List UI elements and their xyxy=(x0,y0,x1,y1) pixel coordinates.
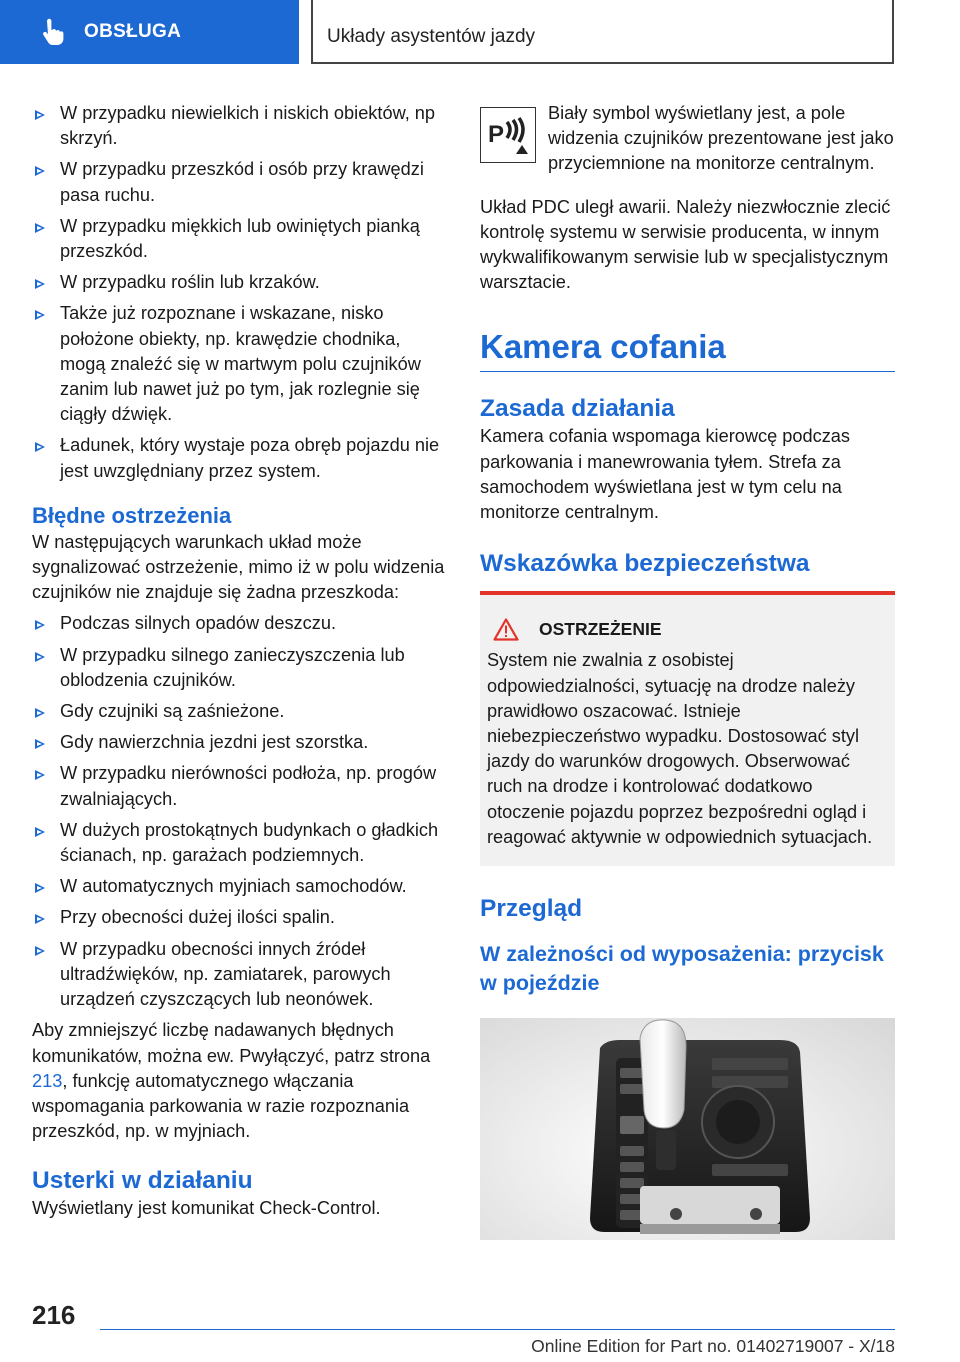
list-item: Także już rozpoznane i wskazane, nisko położone obiekty, np. krawędzie chodnika, mogą znaleźć się w martwym polu czujników zanim lub nawet już po tym, jak rozlegnie się ciągły dźwięk. xyxy=(32,301,448,427)
warning-text: System nie zwalnia z osobistej odpowiedzialności, sytuację na drodze należy prawidłowo oszacować. Istnieje niebezpieczeństwo wypadku. Dostosować styl jazdy do warunków drogowych. Obserwować ruch na drodze i kontrolować dodatkowo otoczenie pojazdu poprzez bezpośredni ogląd i reagować aktywnie w odpowiednich sytuacjach. xyxy=(487,650,873,847)
section-label: OBSŁUGA xyxy=(84,21,182,42)
hand-pointer-icon xyxy=(36,16,68,48)
list-item: W przypadku roślin lub krzaków. xyxy=(32,270,448,295)
page-link[interactable]: 213 xyxy=(32,1070,63,1091)
list-item: Przy obecności dużej ilości spalin. xyxy=(32,905,448,930)
left-column xyxy=(32,101,448,1222)
list-item: Gdy nawierzchnia jezdni jest szorstka. xyxy=(32,730,448,755)
section-tab xyxy=(0,0,299,64)
warning-header xyxy=(493,617,887,642)
reduce-text: Aby zmniejszyć liczbę nadawanych błędnych komunikatów, można ew. Pwyłączyć, patrz strona xyxy=(32,1020,431,1066)
equipment-heading: W zależności od wyposażenia: przycisk w pojeździe xyxy=(480,942,884,996)
heading-rule xyxy=(480,371,895,372)
pdc-symbol-row xyxy=(480,101,895,177)
list-item: W przypadku obecności innych źródeł ultradźwięków, np. zamiatarek, parowych urządzeń czyszczących lub neonówek. xyxy=(32,937,448,1013)
list-item: W przypadku niewielkich i niskich obiektów, np skrzyń. xyxy=(32,101,448,151)
list-item: Gdy czujniki są zaśnieżone. xyxy=(32,699,448,724)
principle-text: Kamera cofania wspomaga kierowcę podczas parkowania i manewrowania tyłem. Strefa za samochodem wyświetlana jest w tym celu na monitorze centralnym. xyxy=(480,426,851,523)
list-item: W przypadku silnego zanieczyszczenia lub oblodzenia czujników. xyxy=(32,643,448,693)
false-warnings-heading: Błędne ostrzeżenia xyxy=(32,502,232,528)
svg-text:P: P xyxy=(488,121,505,148)
list-item: W automatycznych myjniach samochodów. xyxy=(32,874,448,899)
right-column xyxy=(480,101,895,1240)
pdc-fault-text: Układ PDC uległ awarii. Należy niezwłocznie zlecić kontrolę systemu w serwisie producenta, w innym wykwalifikowanym serwisie lub w specjalistycznym warsztacie. xyxy=(480,196,891,293)
list-item: W przypadku miękkich lub owiniętych pianką przeszkód. xyxy=(32,214,448,264)
warning-box xyxy=(480,591,895,866)
list-item: W dużych prostokątnych budynkach o gładkich ścianach, np. garażach podziemnych. xyxy=(32,818,448,868)
warning-label: OSTRZEŻENIE xyxy=(539,619,662,640)
list-item: Podczas silnych opadów deszczu. xyxy=(32,611,448,636)
list-item: Ładunek, który wystaje poza obręb pojazdu nie jest uwzględniany przez system. xyxy=(32,433,448,483)
page-number: 216 xyxy=(32,1300,76,1330)
list-item: W przypadku przeszkód i osób przy krawędzi pasa ruchu. xyxy=(32,157,448,207)
reduce-warnings-paragraph xyxy=(32,1018,448,1144)
limitations-list xyxy=(32,101,448,484)
principle-heading: Zasada działania xyxy=(480,395,675,423)
reduce-text-end: , funkcję automatycznego włączania wspomagania parkowania w razie rozpoznania przeszkód, np. w myjniach. xyxy=(32,1070,410,1142)
footer-rule xyxy=(100,1329,895,1330)
faults-text: Wyświetlany jest komunikat Check-Control. xyxy=(32,1198,381,1219)
pdc-symbol-text: Biały symbol wyświetlany jest, a pole widzenia czujników prezentowane jest jako przyciemnione na monitorze centralnym. xyxy=(548,103,894,174)
false-warnings-list xyxy=(32,611,448,1012)
overview-heading: Przegląd xyxy=(480,895,583,923)
chapter-title: Układy asystentów jazdy xyxy=(327,26,536,47)
chapter-header xyxy=(311,0,894,64)
list-item: W przypadku nierówności podłoża, np. progów zwalniających. xyxy=(32,761,448,811)
warning-triangle-icon xyxy=(493,618,519,641)
safety-heading: Wskazówka bezpieczeństwa xyxy=(480,550,810,578)
center-console-photo xyxy=(480,1018,895,1240)
kamera-heading: Kamera cofania xyxy=(480,328,726,366)
false-warnings-intro: W następujących warunkach układ może sygnalizować ostrzeżenie, mimo iż w polu widzenia czujników nie znajduje się żadna przeszkoda: xyxy=(32,531,445,603)
faults-heading: Usterki w działaniu xyxy=(32,1167,253,1195)
footer-edition: Online Edition for Part no. 01402719007 - X/18 xyxy=(531,1336,895,1356)
park-distance-control-icon xyxy=(480,107,536,163)
